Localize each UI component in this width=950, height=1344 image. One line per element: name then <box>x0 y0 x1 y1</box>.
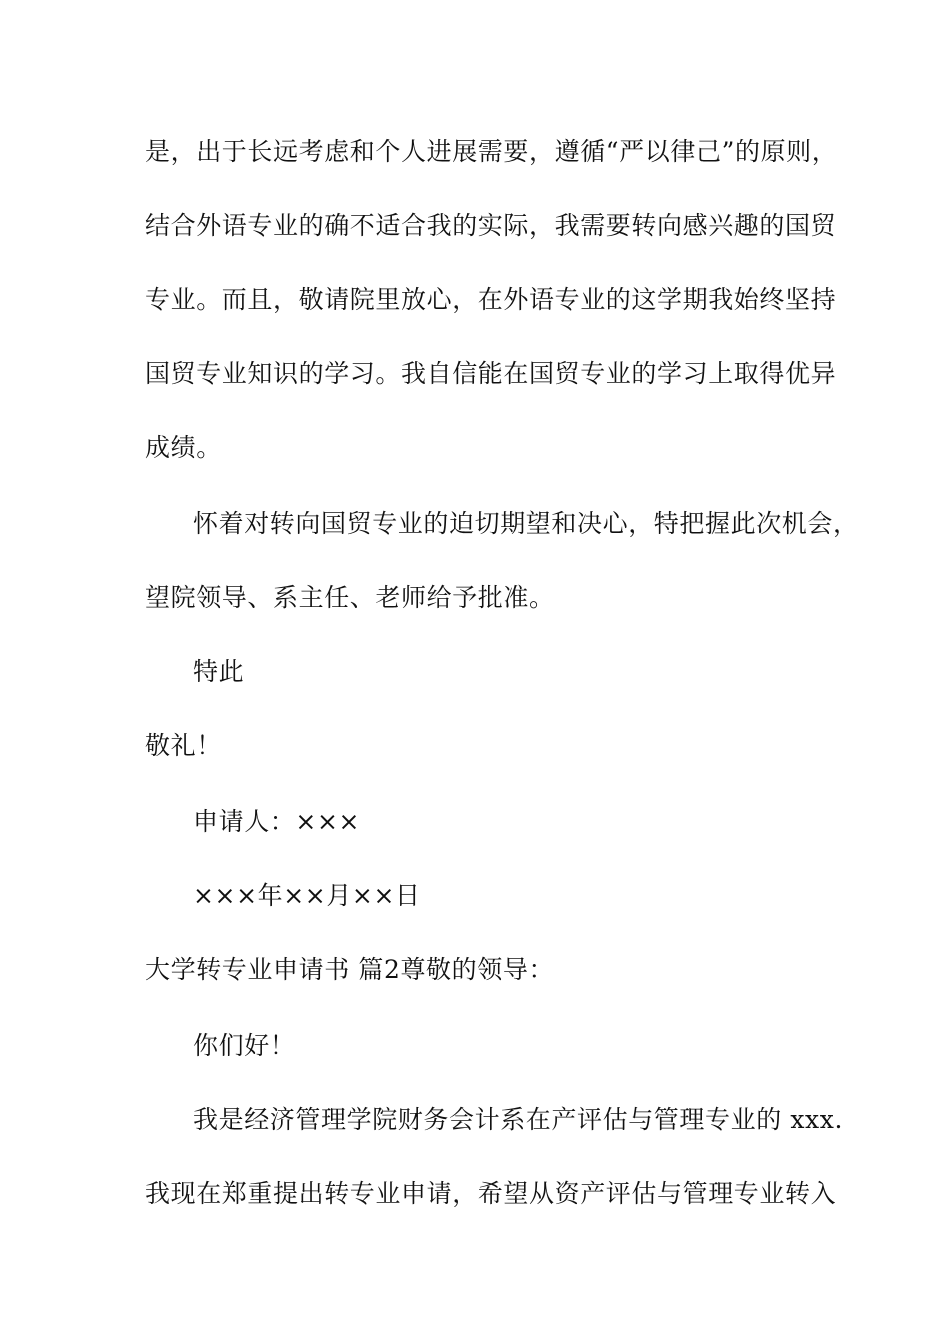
paragraph-line: 怀着对转向国贸专业的迫切期望和决心，特把握此次机会， <box>193 509 859 538</box>
paragraph-line: 成绩。 <box>145 433 222 462</box>
applicant-line: 申请人：××× <box>193 807 361 836</box>
paragraph-line: 国贸专业知识的学习。我自信能在国贸专业的学习上取得优异 <box>145 359 837 388</box>
closing-phrase: 特此 <box>193 657 245 686</box>
date-line: ×××年××月××日 <box>193 881 421 910</box>
section-heading: 大学转专业申请书 篇2尊敬的领导： <box>145 955 555 984</box>
greeting: 你们好！ <box>193 1031 296 1060</box>
salutation: 敬礼！ <box>145 731 222 760</box>
paragraph-line: 专业。而且，敬请院里放心，在外语专业的这学期我始终坚持 <box>145 285 837 314</box>
paragraph-line: 望院领导、系主任、老师给予批准。 <box>145 583 555 612</box>
paragraph-line: 结合外语专业的确不适合我的实际，我需要转向感兴趣的国贸 <box>145 211 837 240</box>
paragraph-line: 我是经济管理学院财务会计系在产评估与管理专业的 xxx. <box>193 1105 843 1134</box>
paragraph-line: 是，出于长远考虑和个人进展需要，遵循“严以律己”的原则， <box>145 137 838 166</box>
paragraph-line: 我现在郑重提出转专业申请，希望从资产评估与管理专业转入 <box>145 1179 837 1208</box>
